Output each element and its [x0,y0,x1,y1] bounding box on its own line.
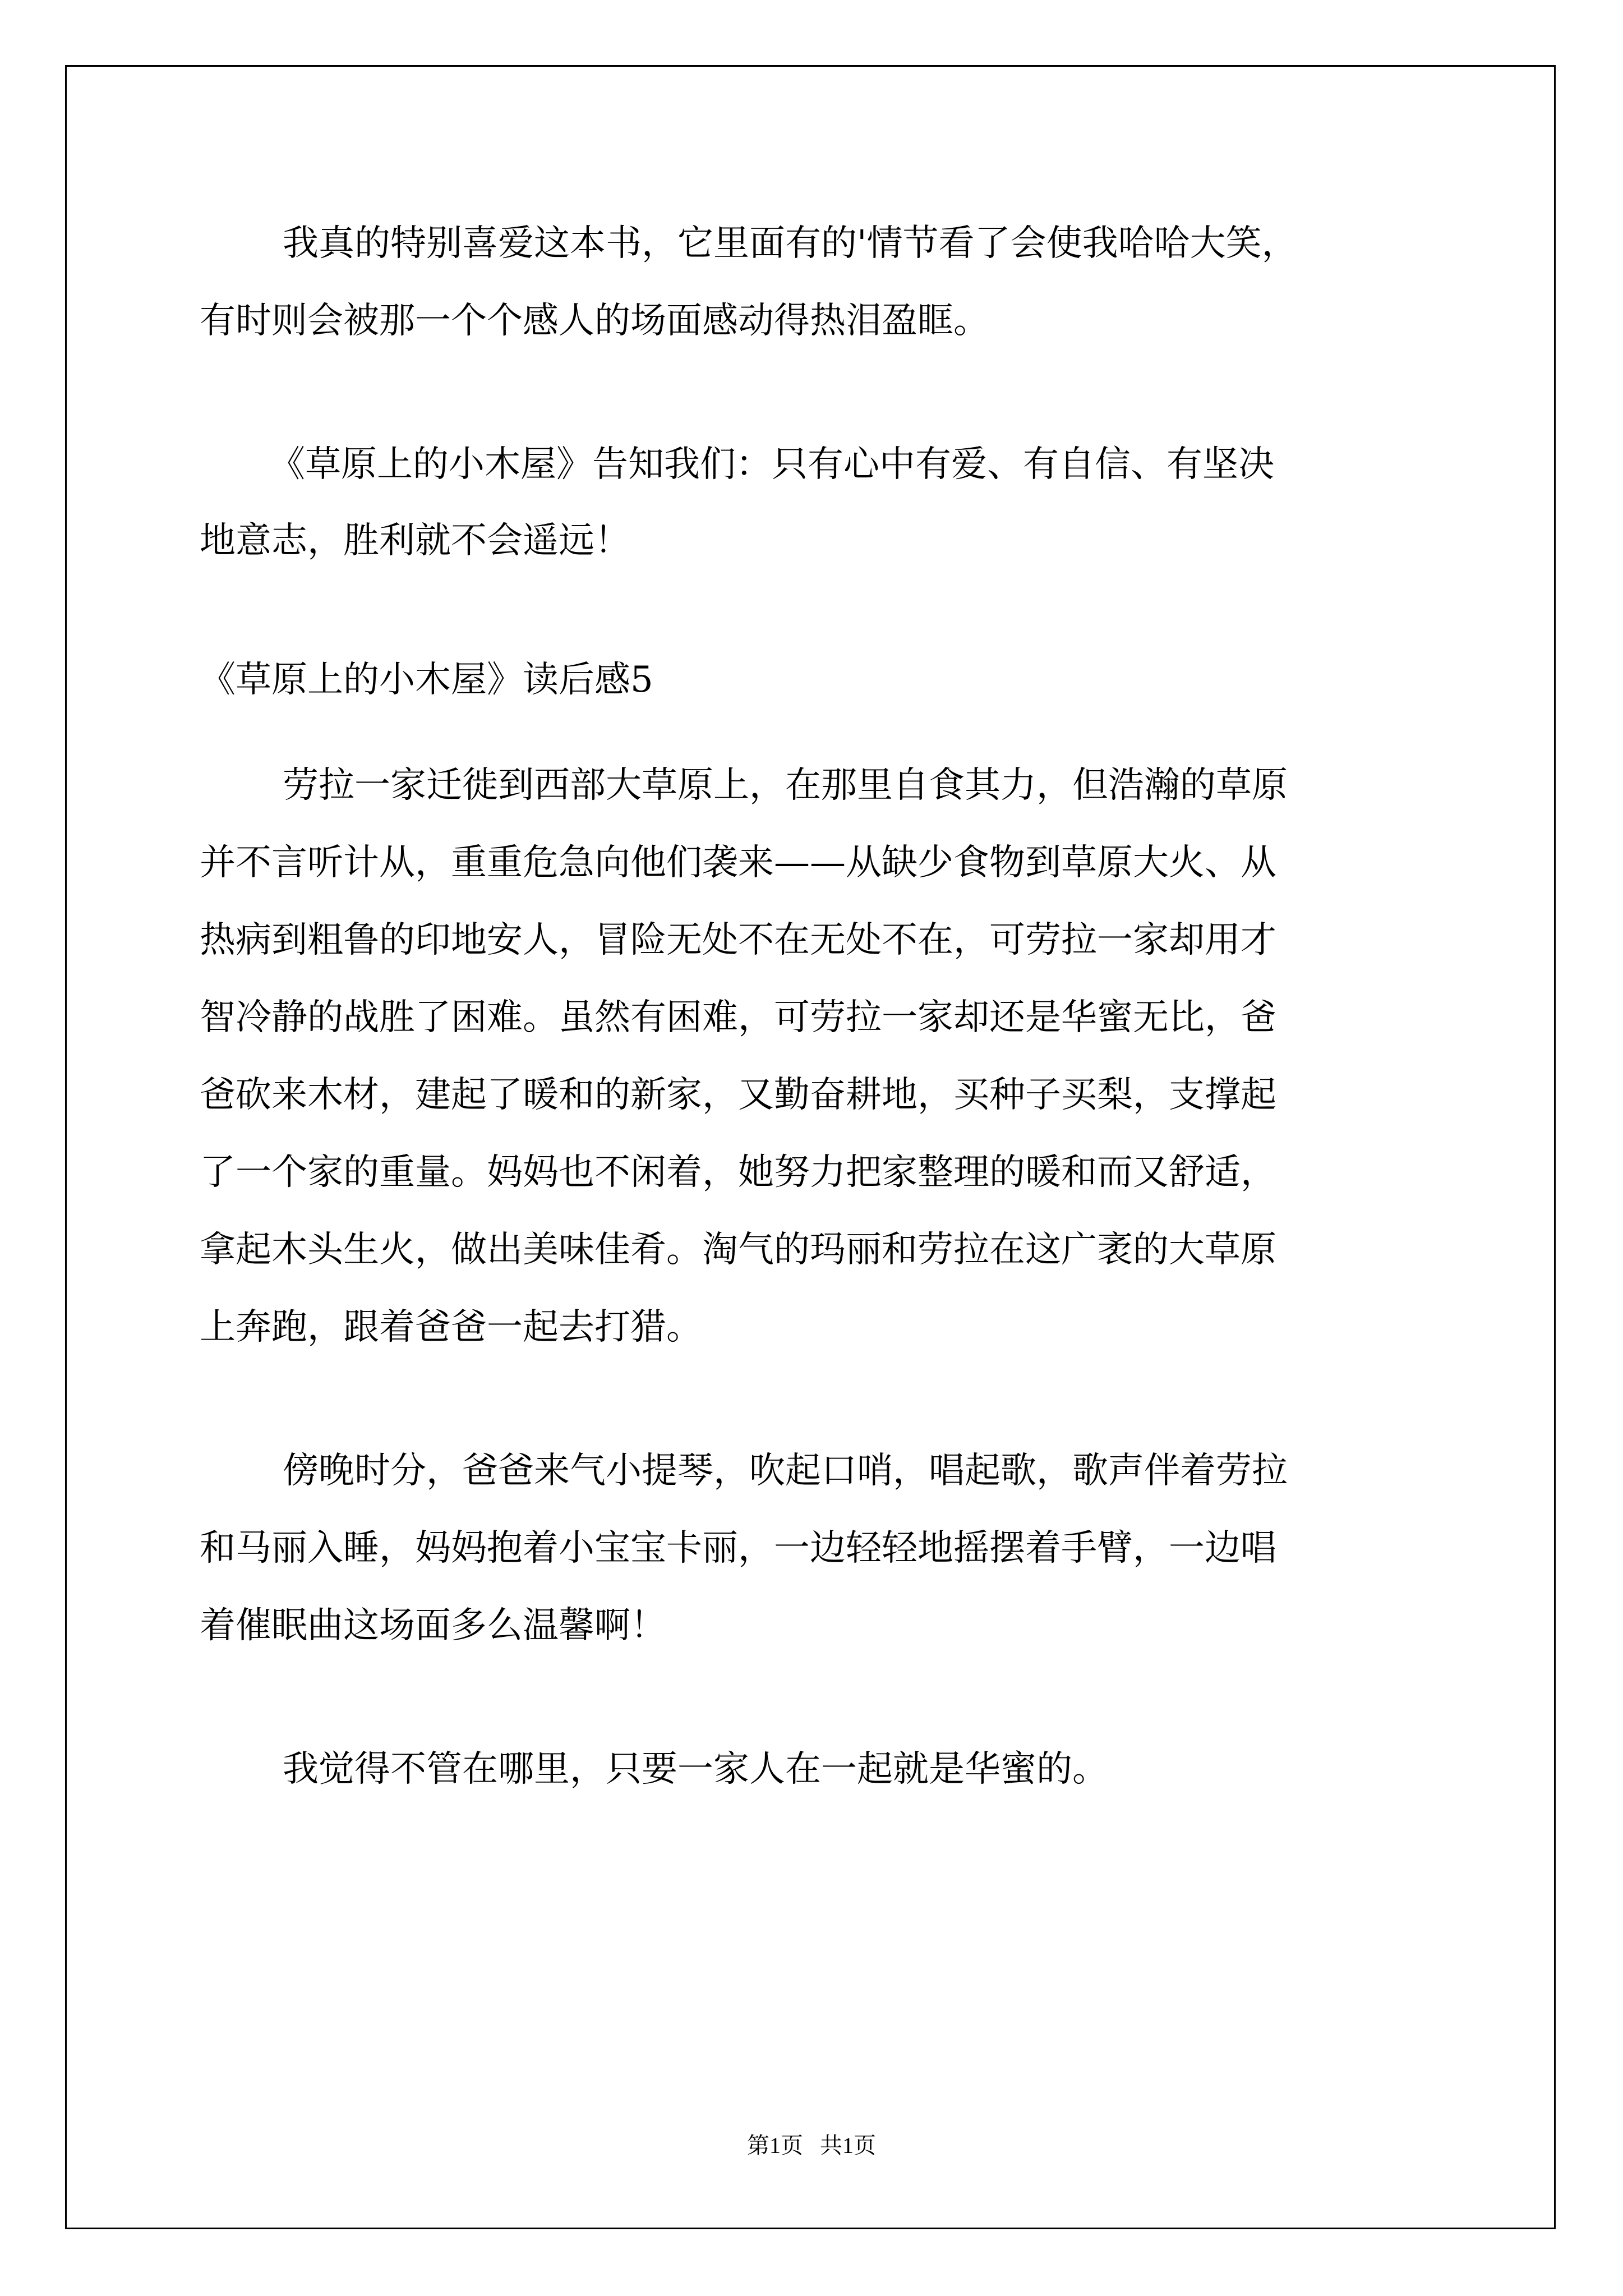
paragraph-3-line-2: 并不言听计从，重重危急向他们袭来——从缺少食物到草原大火、从 [200,842,1276,884]
paragraph-4-line-3: 着催眠曲这场面多么温馨啊！ [200,1605,666,1646]
page-border [65,65,1556,2229]
paragraph-4-line-1: 傍晚时分，爸爸来气小提琴，吹起口哨，唱起歌，歌声伴着劳拉 [283,1450,1288,1492]
paragraph-3-line-5: 爸砍来木材，建起了暖和的新家，又勤奋耕地，买种子买梨，支撑起 [200,1074,1276,1116]
paragraph-5-line-1: 我觉得不管在哪里，只要一家人在一起就是华蜜的。 [283,1749,1108,1790]
paragraph-3-line-1: 劳拉一家迁徙到西部大草原上，在那里自食其力，但浩瀚的草原 [283,765,1288,806]
paragraph-3-line-8: 上奔跑，跟着爸爸一起去打猎。 [200,1306,702,1348]
paragraph-3-line-3: 热病到粗鲁的印地安人，冒险无处不在无处不在，可劳拉一家却用才 [200,919,1276,961]
paragraph-2-line-1: 《草原上的小木屋》告知我们：只有心中有爱、有自信、有坚决 [269,444,1274,485]
paragraph-4-line-2: 和马丽入睡，妈妈抱着小宝宝卡丽，一边轻轻地摇摆着手臂，一边唱 [200,1527,1276,1569]
paragraph-3-line-4: 智冷静的战胜了困难。虽然有困难，可劳拉一家却还是华蜜无比，爸 [200,997,1276,1038]
paragraph-3-line-7: 拿起木头生火，做出美味佳肴。淘气的玛丽和劳拉在这广袤的大草原 [200,1229,1276,1271]
paragraph-1-line-2: 有时则会被那一个个感人的场面感动得热泪盈眶。 [200,300,989,342]
section-title: 《草原上的小木屋》读后感5 [200,659,653,701]
paragraph-3-line-6: 了一个家的重量。妈妈也不闲着，她努力把家整理的暖和而又舒适， [200,1152,1276,1193]
page-footer: 第1页 共1页 [747,2133,876,2158]
paragraph-2-line-2: 地意志，胜利就不会遥远！ [200,520,630,562]
paragraph-1-line-1: 我真的特别喜爱这本书，它里面有的'情节看了会使我哈哈大笑， [283,223,1298,264]
